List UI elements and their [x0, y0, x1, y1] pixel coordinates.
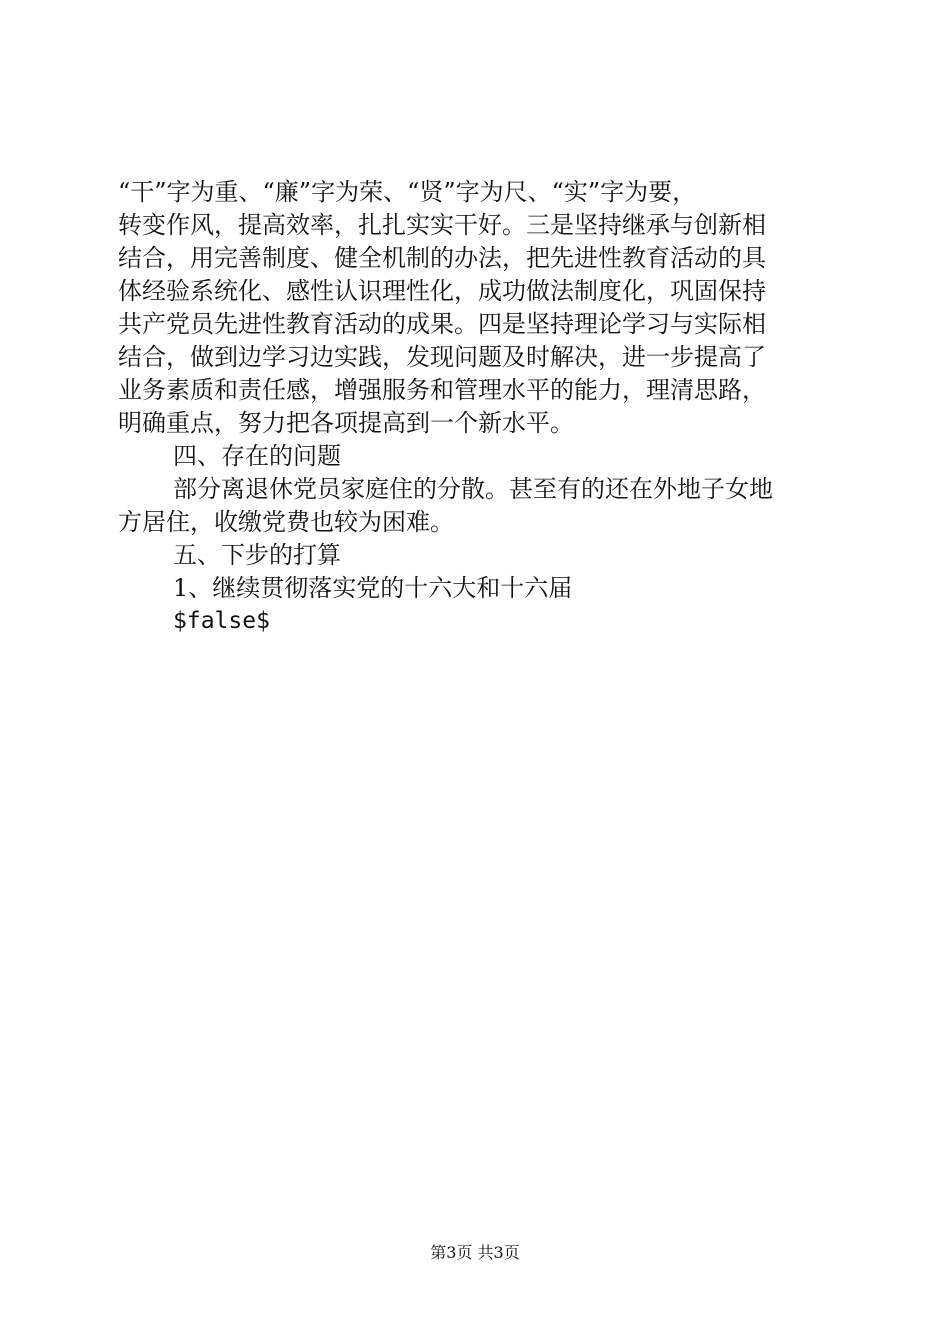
paragraph-line: “干”字为重、“廉”字为荣、“贤”字为尺、“实”字为要，: [118, 178, 697, 206]
paragraph-line: 共产党员先进性教育活动的成果。四是坚持理论学习与实际相: [118, 310, 766, 338]
paragraph-line: 转变作风，提高效率，扎扎实实干好。三是坚持继承与创新相: [118, 211, 766, 239]
paragraph-line: 结合，做到边学习边实践，发现问题及时解决，进一步提高了: [118, 343, 766, 371]
plan-item: 1、继续贯彻落实党的十六大和十六届: [173, 574, 573, 602]
paragraph-line: 结合，用完善制度、健全机制的办法，把先进性教育活动的具: [118, 244, 766, 272]
problem-paragraph-line: 方居住，收缴党费也较为困难。: [118, 508, 454, 536]
paragraph-line: 明确重点，努力把各项提高到一个新水平。: [118, 409, 574, 437]
page-number-footer: 第3页 共3页: [430, 1243, 520, 1262]
section-heading-problems: 四、存在的问题: [173, 442, 341, 470]
paragraph-line: 体经验系统化、感性认识理性化，成功做法制度化，巩固保持: [118, 277, 766, 305]
paragraph-line: 业务素质和责任感，增强服务和管理水平的能力，理清思路，: [118, 376, 766, 404]
problem-paragraph-line: 部分离退休党员家庭住的分散。甚至有的还在外地子女地: [173, 475, 773, 503]
section-heading-plan: 五、下步的打算: [173, 541, 341, 569]
document-body: [118, 176, 836, 638]
placeholder-text: $false$: [173, 608, 270, 634]
